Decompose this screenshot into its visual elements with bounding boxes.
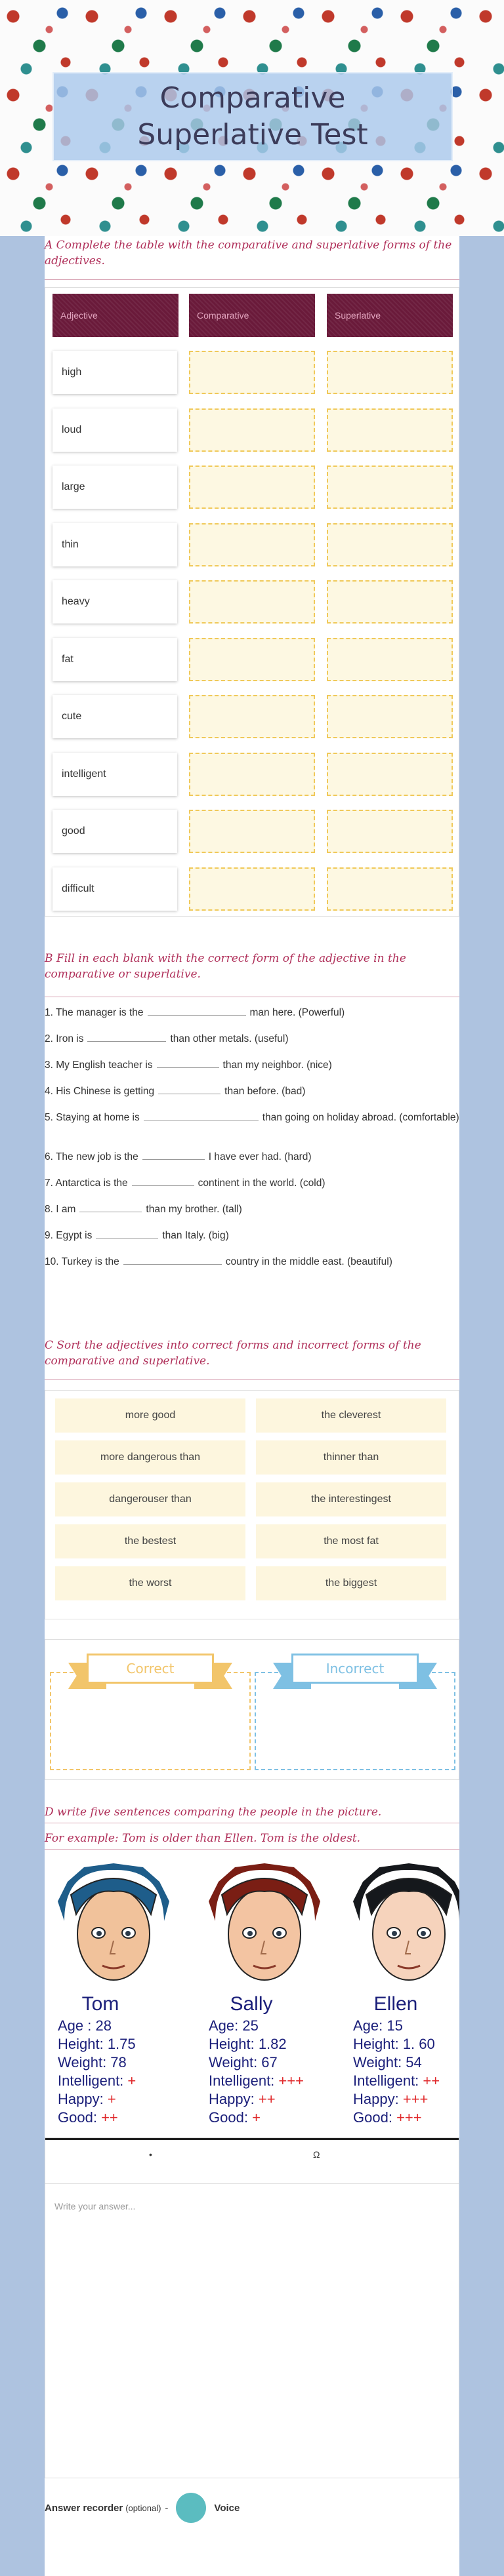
- stat-happy: [209, 2090, 304, 2109]
- stat-happy-rating: ++: [258, 2091, 276, 2107]
- blank-input[interactable]: [132, 1177, 194, 1186]
- stat-age: Age: 15: [353, 2017, 403, 2034]
- person-name: Ellen: [373, 1993, 418, 2015]
- draggable-chip[interactable]: the worst: [55, 1566, 245, 1600]
- stat-good: [209, 2109, 304, 2127]
- stat-good-label: Good:: [209, 2109, 248, 2126]
- comparative-drop-cell[interactable]: [189, 466, 315, 509]
- comparative-drop-cell[interactable]: [189, 580, 315, 624]
- stat-age: Age: 25: [209, 2017, 259, 2034]
- comparative-drop-cell[interactable]: [189, 695, 315, 738]
- adjective-cell: heavy: [52, 580, 177, 624]
- section-d-example: For example: Tom is older than Ellen. Tom is the oldest.: [45, 1832, 361, 1845]
- bin-incorrect[interactable]: [255, 1661, 455, 1770]
- sentence-start: 1. The manager is the: [45, 1007, 144, 1018]
- stat-intelligent: [353, 2072, 440, 2090]
- adjective-cell: large: [52, 466, 177, 509]
- sentence-end: than Italy. (big): [162, 1230, 229, 1241]
- blank-input[interactable]: [157, 1059, 219, 1068]
- superlative-drop-cell[interactable]: [327, 351, 453, 394]
- blank-input[interactable]: [87, 1033, 166, 1042]
- sentence-start: 4. His Chinese is getting: [45, 1086, 155, 1097]
- character-portrait: [346, 1862, 459, 1993]
- section-a-divider: [45, 279, 459, 280]
- draggable-chip[interactable]: dangerouser than: [55, 1482, 245, 1516]
- section-c-instruction: C Sort the adjectives into correct forms and incorrect forms of the comparative and superlative.: [45, 1339, 421, 1368]
- voice-label: Voice: [214, 2502, 240, 2514]
- sentence-start: 10. Turkey is the: [45, 1256, 119, 1267]
- recorder-optional: (optional): [125, 2503, 161, 2513]
- sentence-end: I have ever had. (hard): [208, 1151, 312, 1162]
- special-character-button[interactable]: Ω: [313, 2149, 320, 2160]
- comparative-drop-cell[interactable]: [189, 638, 315, 681]
- person-stats: [58, 2017, 136, 2127]
- header-adjective: Adjective: [52, 294, 178, 337]
- section-a-instruction: A Complete the table with the comparative and superlative forms of the adjectives.: [45, 239, 452, 268]
- stat-intelligent-rating: +: [127, 2072, 136, 2089]
- sentence-end: than my brother. (tall): [146, 1204, 242, 1215]
- stat-good-label: Good:: [58, 2109, 97, 2126]
- answer-recorder: [45, 2491, 240, 2524]
- sentence-end: than other metals. (useful): [170, 1033, 289, 1044]
- sentence-end: than before. (bad): [224, 1086, 306, 1097]
- section-c-divider: [45, 1379, 459, 1380]
- person-stats: [353, 2017, 440, 2127]
- editor-toolbar: [45, 2138, 459, 2184]
- sentence-item: [45, 1229, 459, 1243]
- stat-height: Height: 1. 60: [353, 2036, 435, 2052]
- stat-happy-label: Happy:: [58, 2091, 104, 2107]
- sentence-item: [45, 1150, 459, 1164]
- adjective-cell: loud: [52, 408, 177, 452]
- stat-weight: Weight: 78: [58, 2054, 127, 2071]
- draggable-chip[interactable]: the bestest: [55, 1524, 245, 1558]
- sentence-item: [45, 1032, 459, 1046]
- section-d-example-divider: [45, 1849, 459, 1850]
- superlative-drop-cell[interactable]: [327, 695, 453, 738]
- superlative-drop-cell[interactable]: [327, 638, 453, 681]
- character-portrait: [51, 1862, 176, 1993]
- stat-happy: [58, 2090, 136, 2109]
- stat-age: Age : 28: [58, 2017, 112, 2034]
- draggable-chip[interactable]: the biggest: [256, 1566, 446, 1600]
- sentence-end: than going on holiday abroad. (comfortable): [262, 1112, 459, 1123]
- stat-good: [353, 2109, 440, 2127]
- page-title: Comparative Superlative Test: [137, 81, 368, 151]
- sentence-start: 6. The new job is the: [45, 1151, 138, 1162]
- recorder-label: Answer recorder: [45, 2502, 123, 2514]
- adjective-cell: cute: [52, 695, 177, 738]
- bin-incorrect-ribbon: [273, 1654, 437, 1692]
- stat-height: Height: 1.82: [209, 2036, 287, 2052]
- character-portrait: [202, 1862, 327, 1993]
- adjective-cell: good: [52, 810, 177, 853]
- superlative-drop-cell[interactable]: [327, 523, 453, 566]
- stat-good-rating: +++: [396, 2109, 422, 2126]
- draggable-chip[interactable]: thinner than: [256, 1440, 446, 1475]
- section-d-instruction: D write five sentences comparing the people in the picture.: [45, 1806, 382, 1819]
- superlative-drop-cell[interactable]: [327, 753, 453, 796]
- bin-correct[interactable]: [50, 1661, 251, 1770]
- comparative-drop-cell[interactable]: [189, 523, 315, 566]
- person-name: Tom: [81, 1993, 119, 2015]
- stat-intelligent-rating: ++: [423, 2072, 440, 2089]
- blank-input[interactable]: [158, 1085, 220, 1094]
- bin-correct-ribbon: [68, 1654, 232, 1692]
- recorder-dash: -: [165, 2502, 169, 2514]
- adjective-cell: intelligent: [52, 753, 177, 796]
- person-stats: [209, 2017, 304, 2127]
- header-comparative: Comparative: [189, 294, 315, 337]
- stat-good-label: Good:: [353, 2109, 392, 2126]
- adjective-cell: difficult: [52, 867, 177, 911]
- stat-weight: Weight: 54: [353, 2054, 422, 2071]
- stat-happy: [353, 2090, 440, 2109]
- sentence-start: 8. I am: [45, 1204, 76, 1215]
- sentence-item: [45, 1176, 459, 1191]
- people-picture: [45, 1862, 459, 2137]
- superlative-drop-cell[interactable]: [327, 810, 453, 853]
- stat-weight: Weight: 67: [209, 2054, 278, 2071]
- sentence-item: [45, 1006, 459, 1020]
- person-card: [45, 1862, 189, 2137]
- sentence-item: [45, 1255, 459, 1269]
- person-card: [196, 1862, 340, 2137]
- adjective-cell: high: [52, 351, 177, 394]
- superlative-drop-cell[interactable]: [327, 408, 453, 452]
- section-b-instruction: B Fill in each blank with the correct form of the adjective in the comparative or superlative.: [45, 952, 406, 981]
- header-banner: [0, 0, 504, 236]
- person-card: [340, 1862, 459, 2137]
- stat-intelligent: [58, 2072, 136, 2090]
- stat-happy-rating: +: [107, 2091, 116, 2107]
- stat-good-rating: ++: [101, 2109, 118, 2126]
- comparative-drop-cell[interactable]: [189, 867, 315, 911]
- comparative-drop-cell[interactable]: [189, 810, 315, 853]
- sentence-end: country in the middle east. (beautiful): [225, 1256, 392, 1267]
- stat-intelligent-rating: +++: [278, 2072, 304, 2089]
- stat-intelligent-label: Intelligent:: [58, 2072, 124, 2089]
- stat-height: Height: 1.75: [58, 2036, 136, 2052]
- blank-input[interactable]: [96, 1229, 158, 1238]
- sentence-start: 3. My English teacher is: [45, 1060, 153, 1071]
- adjective-cell: fat: [52, 638, 177, 681]
- blank-input[interactable]: [148, 1006, 246, 1016]
- sentence-start: 2. Iron is: [45, 1033, 84, 1044]
- header-superlative: Superlative: [327, 294, 453, 337]
- bin-correct-label: Correct: [87, 1654, 214, 1684]
- record-button[interactable]: [176, 2493, 206, 2523]
- stat-happy-label: Happy:: [353, 2091, 399, 2107]
- superlative-drop-cell[interactable]: [327, 466, 453, 509]
- answer-editor[interactable]: [45, 2137, 459, 2478]
- stat-good: [58, 2109, 136, 2127]
- title-box: [52, 72, 453, 161]
- comparative-drop-cell[interactable]: [189, 753, 315, 796]
- comparative-drop-cell[interactable]: [189, 408, 315, 452]
- stat-intelligent-label: Intelligent:: [353, 2072, 419, 2089]
- stat-happy-rating: +++: [402, 2091, 429, 2107]
- sentence-item: [45, 1058, 459, 1073]
- draggable-chip[interactable]: the most fat: [256, 1524, 446, 1558]
- sentence-item: [45, 1202, 459, 1217]
- comparative-drop-cell[interactable]: [189, 351, 315, 394]
- bullet-list-button[interactable]: •: [149, 2149, 152, 2160]
- sentence-start: 7. Antarctica is the: [45, 1178, 128, 1189]
- draggable-chip[interactable]: the interestingest: [256, 1482, 446, 1516]
- sentence-end: than my neighbor. (nice): [222, 1060, 332, 1071]
- draggable-chip[interactable]: more dangerous than: [55, 1440, 245, 1475]
- person-name: Sally: [230, 1993, 273, 2015]
- superlative-drop-cell[interactable]: [327, 580, 453, 624]
- blank-input[interactable]: [144, 1111, 259, 1120]
- sentence-end: continent in the world. (cold): [198, 1178, 326, 1189]
- sentence-item: [45, 1084, 459, 1099]
- stat-good-rating: +: [252, 2109, 261, 2126]
- superlative-drop-cell[interactable]: [327, 867, 453, 911]
- blank-input[interactable]: [142, 1151, 205, 1160]
- stat-happy-label: Happy:: [209, 2091, 255, 2107]
- stat-intelligent-label: Intelligent:: [209, 2072, 275, 2089]
- adjective-cell: thin: [52, 523, 177, 566]
- sentence-end: man here. (Powerful): [249, 1007, 345, 1018]
- draggable-chip[interactable]: the cleverest: [256, 1398, 446, 1433]
- blank-input[interactable]: [123, 1256, 222, 1265]
- sentence-start: 9. Egypt is: [45, 1230, 93, 1241]
- blank-input[interactable]: [79, 1203, 142, 1212]
- stat-intelligent: [209, 2072, 304, 2090]
- sentence-item: [45, 1111, 459, 1125]
- sentence-start: 5. Staying at home is: [45, 1112, 140, 1123]
- answer-input[interactable]: Write your answer...: [54, 2201, 136, 2211]
- bin-incorrect-label: Incorrect: [291, 1654, 419, 1684]
- draggable-chip[interactable]: more good: [55, 1398, 245, 1433]
